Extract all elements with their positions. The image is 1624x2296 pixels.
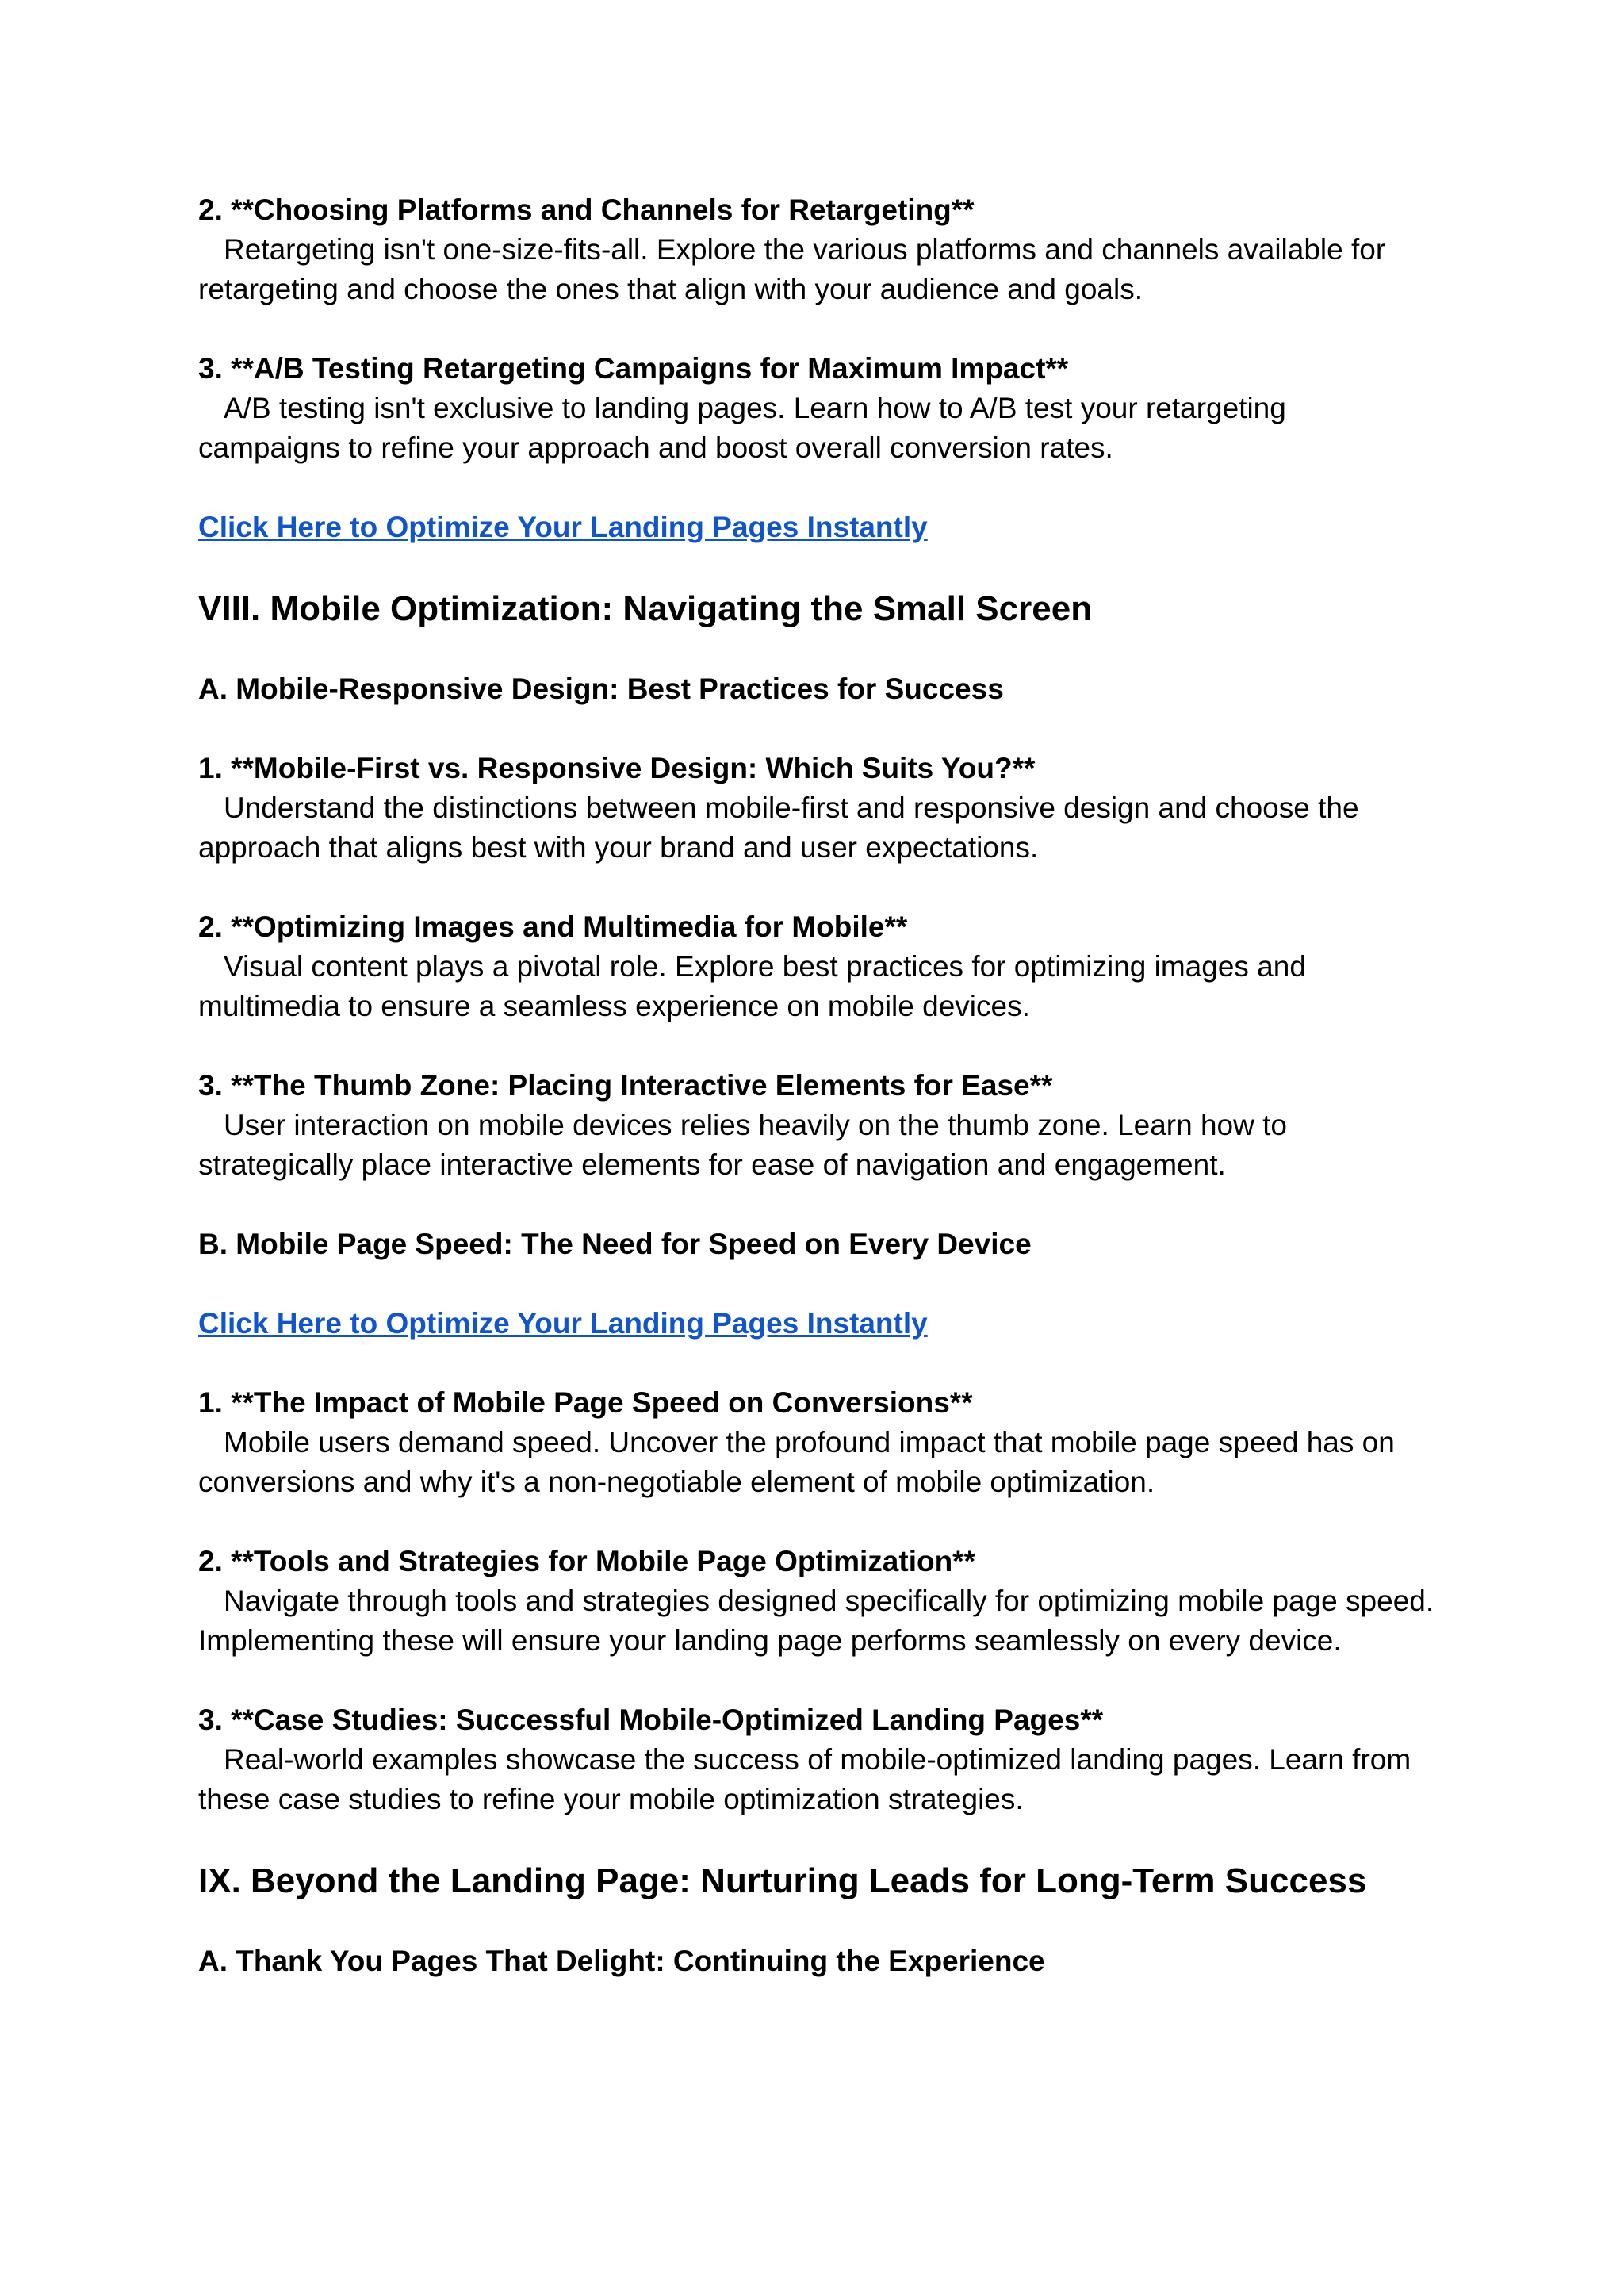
item-body: Understand the distinctions between mobile-first and responsive design and choose the approach that aligns best with your brand and user expectations. [198,792,1359,864]
list-item [198,190,1435,309]
document-page [198,190,1435,2021]
list-item [198,749,1435,868]
item-title: 2. **Tools and Strategies for Mobile Page Optimization** [198,1545,975,1577]
item-title: 2. **Optimizing Images and Multimedia for Mobile** [198,910,908,943]
section-ix-heading: IX. Beyond the Landing Page: Nurturing Leads for Long-Term Success [198,1861,1367,1900]
list-item [198,907,1435,1026]
list-item [198,1542,1435,1661]
item-title: 3. **A/B Testing Retargeting Campaigns for Maximum Impact** [198,352,1069,385]
item-title: 1. **The Impact of Mobile Page Speed on Conversions** [198,1386,973,1419]
item-body: Visual content plays a pivotal role. Explore best practices for optimizing images and multimedia to ensure a seamless experience on mobile devices. [198,950,1306,1022]
section-viii-a-heading: A. Mobile-Responsive Design: Best Practices for Success [198,673,1004,705]
item-title: 2. **Choosing Platforms and Channels for Retargeting** [198,194,975,226]
list-item [198,1383,1435,1502]
optimize-landing-pages-link[interactable]: Click Here to Optimize Your Landing Pages Instantly [198,511,928,543]
section-viii-b-heading: B. Mobile Page Speed: The Need for Speed on Every Device [198,1228,1032,1260]
item-body: Real-world examples showcase the success of mobile-optimized landing pages. Learn from these case studies to refine your mobile optimization strategies. [198,1743,1411,1815]
item-body: A/B testing isn't exclusive to landing pages. Learn how to A/B test your retargeting campaigns to refine your approach and boost overall conversion rates. [198,392,1286,464]
item-title: 3. **The Thumb Zone: Placing Interactive Elements for Ease** [198,1069,1053,1102]
list-item [198,1066,1435,1185]
item-body: Retargeting isn't one-size-fits-all. Explore the various platforms and channels available for retargeting and choose the ones that align with your audience and goals. [198,233,1386,305]
section-viii-heading: VIII. Mobile Optimization: Navigating the Small Screen [198,589,1093,628]
optimize-landing-pages-link[interactable]: Click Here to Optimize Your Landing Pages Instantly [198,1307,928,1340]
item-body: Navigate through tools and strategies designed specifically for optimizing mobile page speed. Implementing these will ensure your landing page performs seamlessly on every device. [198,1585,1434,1657]
section-ix-a-heading: A. Thank You Pages That Delight: Continuing the Experience [198,1945,1045,1977]
item-body: Mobile users demand speed. Uncover the profound impact that mobile page speed has on conversions and why it's a non-negotiable element of mobile optimization. [198,1426,1395,1498]
item-title: 1. **Mobile-First vs. Responsive Design: Which Suits You?** [198,752,1036,784]
list-item [198,349,1435,468]
list-item [198,1700,1435,1819]
item-body: User interaction on mobile devices relies heavily on the thumb zone. Learn how to strategically place interactive elements for ease of navigation and engagement. [198,1109,1287,1181]
item-title: 3. **Case Studies: Successful Mobile-Optimized Landing Pages** [198,1704,1104,1736]
